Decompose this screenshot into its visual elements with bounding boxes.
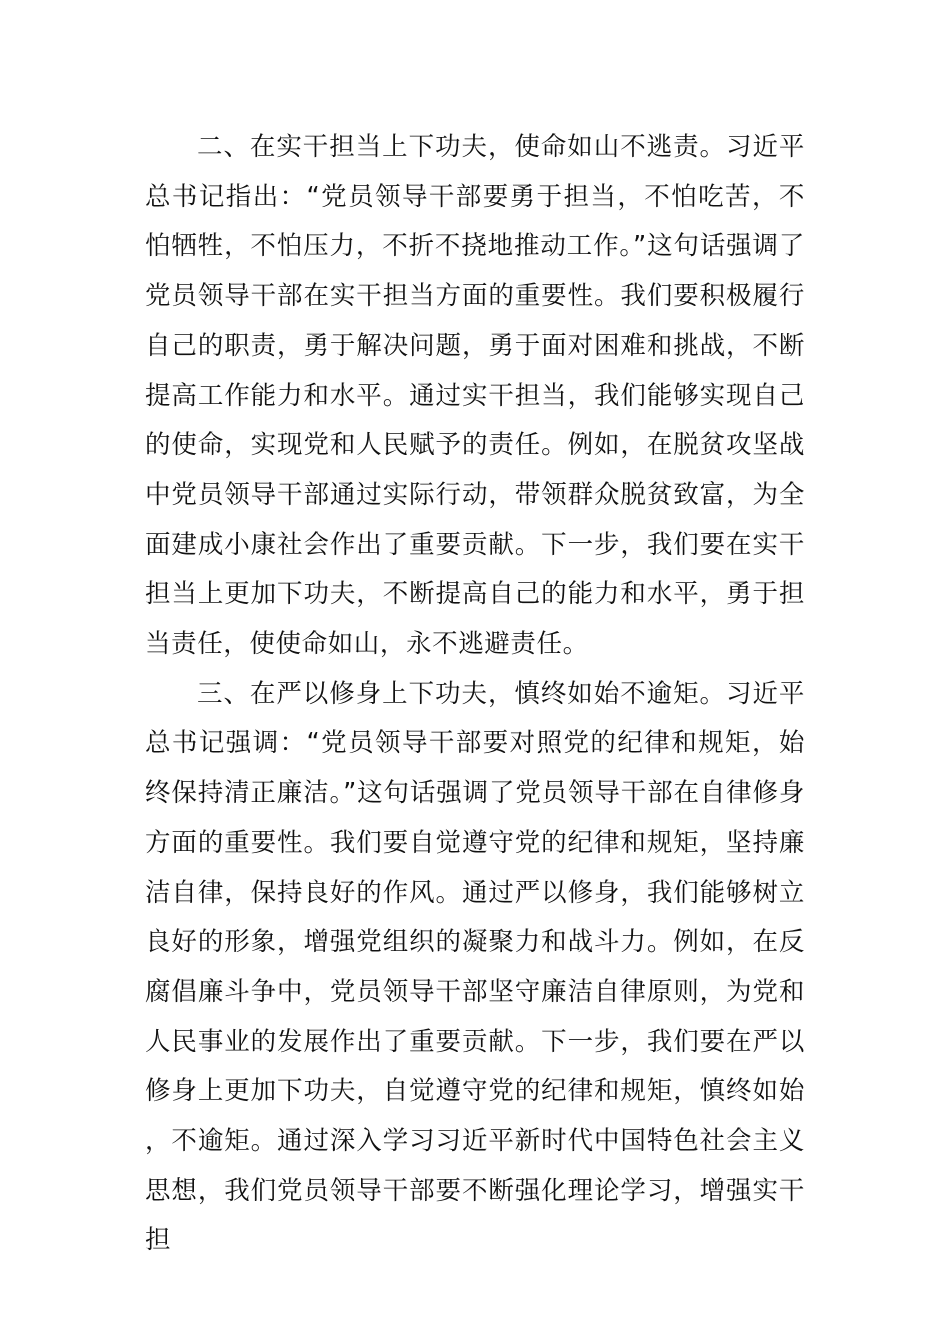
paragraph-self-discipline: 三、在严以修身上下功夫，慎终如始不逾矩。习近平总书记强调：“党员领导干部要对照党的纪律和规矩，始终保持清正廉洁。”这句话强调了党员领导干部在自律修身方面的重要性。我们要自觉遵守党的纪律和规矩，坚持廉洁自律，保持良好的作风。通过严以修身，我们能够树立良好的形象，增强党组织的凝聚力和战斗力。例如，在反腐倡廉斗争中，党员领导干部坚守廉洁自律原则，为党和人民事业的发展作出了重要贡献。下一步，我们要在严以修身上更加下功夫，自觉遵守党的纪律和规矩，慎终如始，不逾矩。通过深入学习习近平新时代中国特色社会主义思想，我们党员领导干部要不断强化理论学习，增强实干担 bbox=[145, 678, 805, 1256]
document-body bbox=[145, 123, 805, 1266]
paragraph-responsibility: 二、在实干担当上下功夫，使命如山不逃责。习近平总书记指出：“党员领导干部要勇于担当，不怕吃苦，不怕牺牲，不怕压力，不折不挠地推动工作。”这句话强调了党员领导干部在实干担当方面的重要性。我们要积极履行自己的职责，勇于解决问题，勇于面对困难和挑战，不断提高工作能力和水平。通过实干担当，我们能够实现自己的使命，实现党和人民赋予的责任。例如，在脱贫攻坚战中党员领导干部通过实际行动，带领群众脱贫致富，为全面建成小康社会作出了重要贡献。下一步，我们要在实干担当上更加下功夫，不断提高自己的能力和水平，勇于担当责任，使使命如山，永不逃避责任。 bbox=[145, 132, 805, 660]
